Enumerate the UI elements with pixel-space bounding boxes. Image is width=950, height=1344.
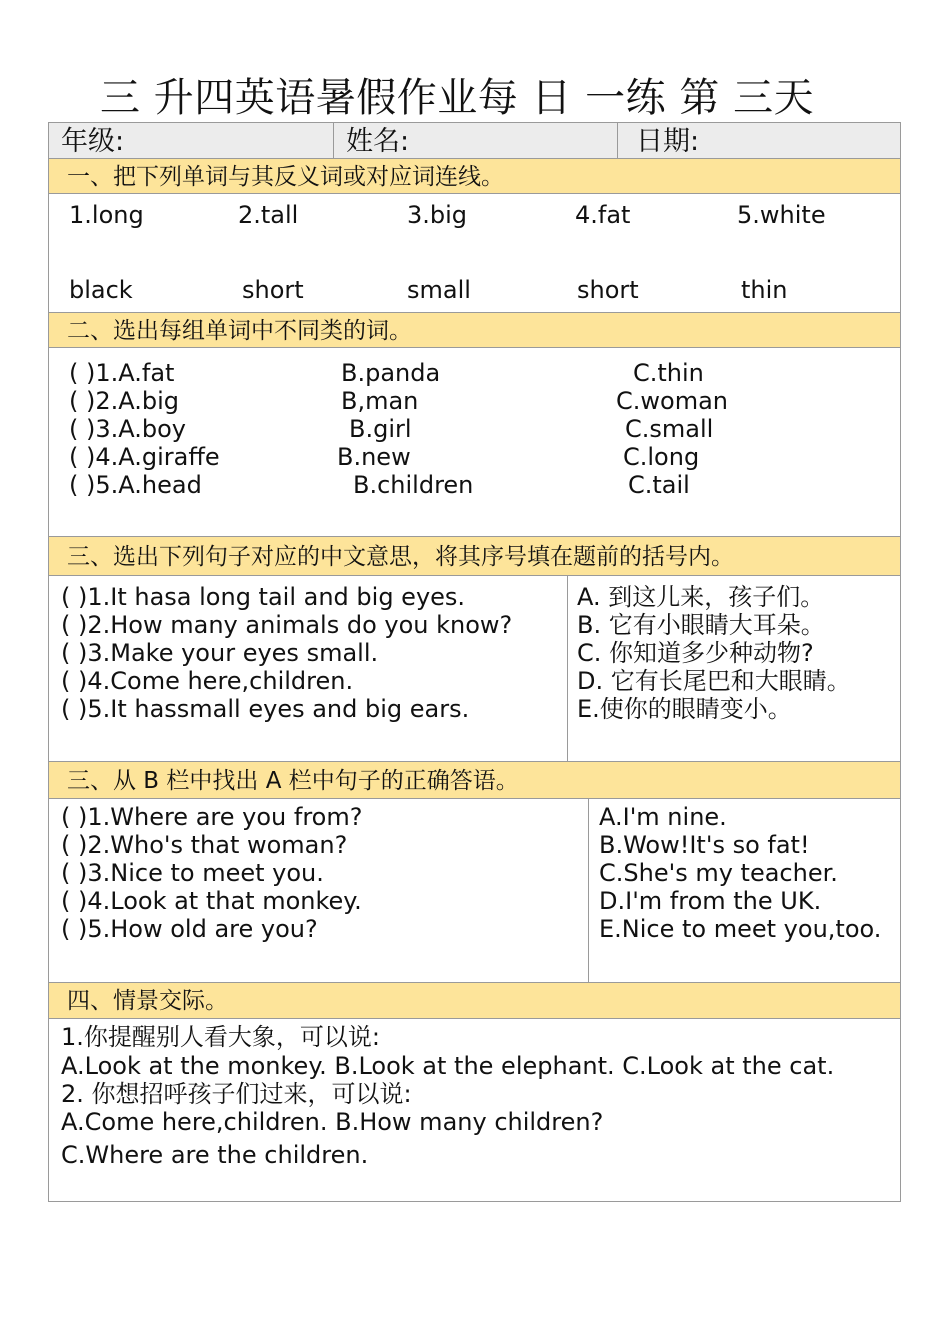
s5-options: A.Look at the monkey. B.Look at the elephant. C.Look at the cat.	[61, 1052, 835, 1080]
s1-top-word: 5.white	[737, 201, 826, 229]
s3-answer: E.使你的眼睛变小。	[577, 695, 792, 723]
s2-option-b: B.panda	[341, 359, 441, 387]
s2-option-b: B.children	[353, 471, 474, 499]
s5-prompt: 2. 你想招呼孩子们过来，可以说:	[61, 1080, 412, 1108]
s3-question: ( )2.How many animals do you know?	[61, 611, 513, 639]
name-field[interactable]: 姓名:	[346, 126, 410, 157]
section4-heading: 三、从 B 栏中找出 A 栏中句子的正确答语。	[49, 761, 900, 799]
s1-bottom-word: small	[407, 276, 471, 304]
s3-question: ( )1.It hasa long tail and big eyes.	[61, 583, 466, 611]
s3-question: ( )3.Make your eyes small.	[61, 639, 379, 667]
date-field[interactable]: 日期:	[636, 126, 700, 157]
s1-top-word: 1.long	[69, 201, 144, 229]
s2-option-b: B,man	[341, 387, 419, 415]
s2-option-c: C.thin	[633, 359, 704, 387]
s3-question: ( )5.It hassmall eyes and big ears.	[61, 695, 470, 723]
s4-answer: D.I'm from the UK.	[599, 887, 822, 915]
s1-top-word: 4.fat	[575, 201, 631, 229]
s4-answer: E.Nice to meet you,too.	[599, 915, 882, 943]
s2-option-b: B.new	[337, 443, 411, 471]
s4-answer: B.Wow!It's so fat!	[599, 831, 810, 859]
s3-answer: D. 它有长尾巴和大眼睛。	[577, 667, 851, 695]
worksheet-title: 三 升四英语暑假作业每 日 一练 第 三天	[100, 75, 815, 121]
section2-heading: 二、选出每组单词中不同类的词。	[49, 312, 900, 348]
s4-question: ( )5.How old are you?	[61, 915, 318, 943]
s5-options: A.Come here,children. B.How many children?	[61, 1108, 604, 1136]
section5-heading: 四、情景交际。	[49, 982, 900, 1019]
s3-question: ( )4.Come here,children.	[61, 667, 354, 695]
section3-heading: 三、选出下列句子对应的中文意思，将其序号填在题前的括号内。	[49, 536, 900, 576]
s4-question: ( )2.Who's that woman?	[61, 831, 348, 859]
info-row	[49, 123, 900, 159]
section4-divider	[588, 799, 589, 982]
s4-question: ( )4.Look at that monkey.	[61, 887, 362, 915]
s3-answer: C. 你知道多少种动物?	[577, 639, 814, 667]
s4-question: ( )1.Where are you from?	[61, 803, 363, 831]
s1-bottom-word: short	[577, 276, 639, 304]
s2-option-c: C.long	[623, 443, 700, 471]
s2-question: ( )1.A.fat	[69, 359, 175, 387]
s2-question: ( )3.A.boy	[69, 415, 186, 443]
s2-option-c: C.woman	[616, 387, 728, 415]
s2-question: ( )5.A.head	[69, 471, 202, 499]
section3-divider	[567, 576, 568, 761]
grade-field[interactable]: 年级:	[61, 126, 125, 157]
s2-question: ( )4.A.giraffe	[69, 443, 220, 471]
s2-option-b: B.girl	[349, 415, 412, 443]
s3-answer: A. 到这儿来，孩子们。	[577, 583, 825, 611]
s1-top-word: 2.tall	[238, 201, 299, 229]
s1-top-word: 3.big	[407, 201, 468, 229]
section1-heading: 一、把下列单词与其反义词或对应词连线。	[49, 158, 900, 194]
s1-bottom-word: short	[242, 276, 304, 304]
s1-bottom-word: black	[69, 276, 133, 304]
s3-answer: B. 它有小眼睛大耳朵。	[577, 611, 825, 639]
worksheet-table	[48, 122, 901, 1202]
s4-question: ( )3.Nice to meet you.	[61, 859, 324, 887]
s5-options: C.Where are the children.	[61, 1141, 369, 1169]
s2-question: ( )2.A.big	[69, 387, 180, 415]
s5-prompt: 1.你提醒别人看大象，可以说:	[61, 1023, 380, 1051]
s4-answer: C.She's my teacher.	[599, 859, 838, 887]
s2-option-c: C.tail	[628, 471, 690, 499]
s2-option-c: C.small	[625, 415, 714, 443]
s1-bottom-word: thin	[741, 276, 788, 304]
s4-answer: A.I'm nine.	[599, 803, 727, 831]
